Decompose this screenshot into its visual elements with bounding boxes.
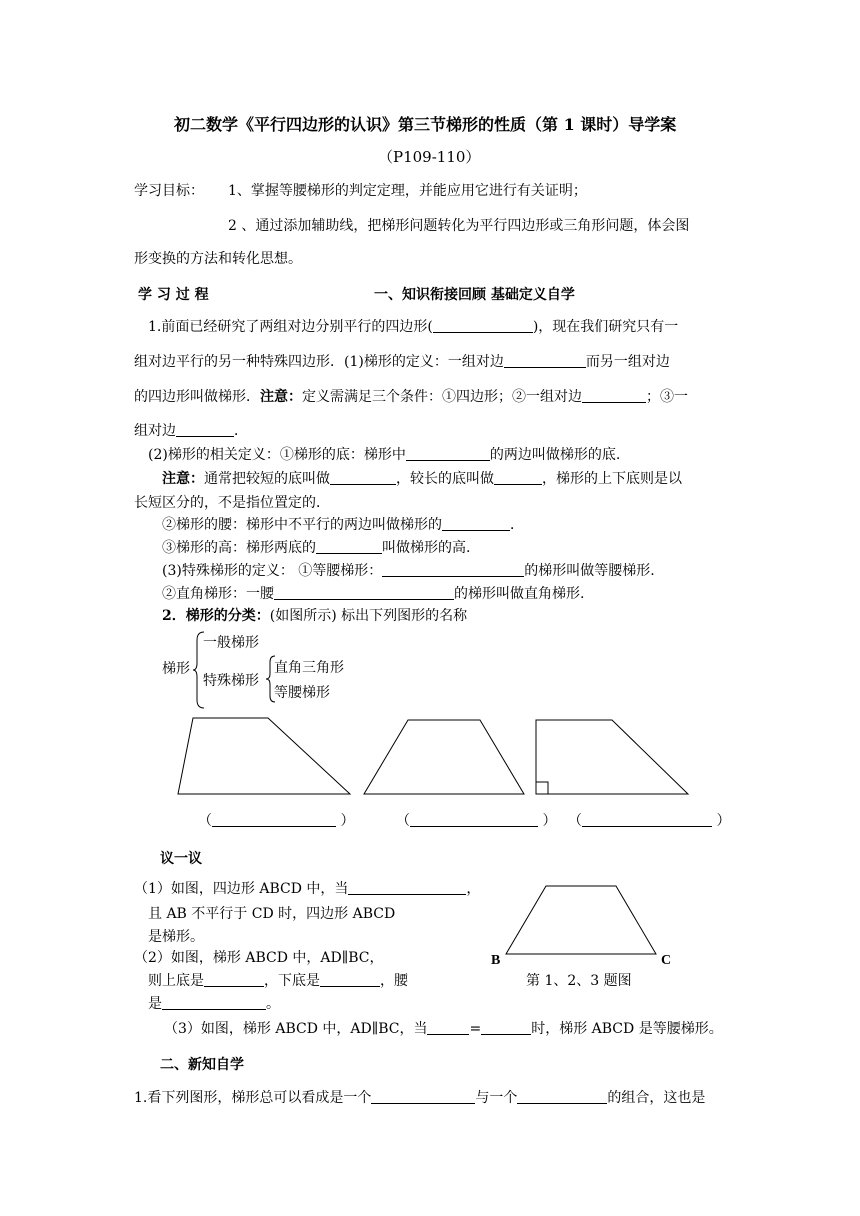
discuss-1c: 且 AB 不平行于 CD 时，四边形 ABCD: [148, 906, 396, 922]
discuss-1a: （1）如图，四边形 ABCD 中，当 ，: [134, 881, 481, 897]
blank[interactable]: [176, 422, 234, 437]
blank[interactable]: [274, 585, 454, 600]
discuss-heading: 议一议: [160, 851, 202, 867]
discuss-2e: 是 。: [148, 996, 280, 1012]
discuss-1d: 是梯形。: [148, 929, 204, 945]
blank[interactable]: [371, 1089, 475, 1104]
blank[interactable]: [382, 562, 524, 577]
vertex-b-label: B: [491, 953, 501, 968]
blank[interactable]: [204, 972, 264, 987]
classification-heading: 2．梯形的分类：(如图所示) 标出下列图形的名称: [162, 608, 468, 624]
page-title: 初二数学《平行四边形的认识》第三节梯形的性质（第 1 课时）导学案: [174, 115, 677, 134]
blank[interactable]: [316, 539, 382, 554]
q2-line5: ③梯形的高：梯形两底的 叫做梯形的高.: [162, 540, 471, 556]
vertex-c-label: C: [661, 953, 672, 968]
answer-slot-1: （ ）: [198, 813, 355, 829]
tree-root: 梯形: [162, 661, 190, 677]
q1-line3: 的四边形叫做梯形．注意：定义需满足三个条件：①四边形；②一组对边 ；③一: [134, 389, 688, 405]
isosceles-trapezoid-figure: [360, 718, 530, 798]
discuss-2b: 则上底是 ，下底是 ，腰: [148, 973, 408, 989]
q2-line2: 注意：通常把较短的底叫做 ，较长的底叫做 ，梯形的上下底则是以: [162, 471, 682, 487]
blank[interactable]: [212, 812, 336, 827]
tree-general: 一般梯形: [203, 635, 259, 651]
discuss-2a: （2）如图，梯形 ABCD 中，AD∥BC，: [134, 950, 384, 966]
section2-heading: 二、新知自学: [160, 1057, 244, 1073]
page-range: （P109-110）: [378, 148, 481, 166]
blank[interactable]: [162, 995, 266, 1010]
q2-line7: ②直角梯形：一腰 的梯形叫做直角梯形.: [162, 586, 585, 602]
q1-line2: 组对边平行的另一种特殊四边形．(1)梯形的定义：一组对边 而另一组对边: [134, 354, 670, 370]
tree-special: 特殊梯形: [203, 673, 259, 689]
q2-line1: (2)梯形的相关定义：①梯形的底：梯形中 的两边叫做梯形的底.: [148, 447, 621, 463]
q1-line4: 组对边 ．: [134, 423, 248, 439]
answer-slot-3: （ ）: [568, 813, 731, 829]
discuss-3: （3）如图，梯形 ABCD 中，AD∥BC，当 = 时，梯形 ABCD 是等腰梯形。: [164, 1021, 723, 1037]
q2-line6: (3)特殊梯形的定义： ①等腰梯形： 的梯形叫做等腰梯形.: [162, 563, 655, 579]
blank[interactable]: [494, 470, 542, 485]
blank[interactable]: [504, 353, 586, 368]
blank[interactable]: [348, 880, 466, 895]
section1-heading: 一、知识衔接回顾 基础定义自学: [374, 287, 575, 303]
blank[interactable]: [410, 812, 538, 827]
q2-line3: 长短区分的，不是指位置定的．: [134, 495, 330, 511]
objective-1: 1、掌握等腰梯形的判定定理，并能应用它进行有关证明；: [228, 183, 587, 199]
process-label: 学 习 过 程: [138, 287, 209, 303]
objective-2a: 2 、通过添加辅助线，把梯形问题转化为平行四边形或三角形问题，体会图: [228, 218, 690, 234]
section2-line1: 1.看下列图形，梯形总可以看成是一个 与一个 的组合，这也是: [134, 1090, 706, 1106]
blank[interactable]: [427, 1020, 469, 1035]
blank[interactable]: [406, 446, 490, 461]
q2-line4: ②梯形的腰：梯形中不平行的两边叫做梯形的 ．: [162, 517, 524, 533]
q1-line1: 1.前面已经研究了两组对边分别平行的四边形( )，现在我们研究只有一: [148, 319, 679, 335]
blank[interactable]: [433, 318, 533, 333]
objective-2b: 形变换的方法和转化思想。: [134, 251, 302, 267]
blank[interactable]: [320, 972, 380, 987]
objectives-label: 学习目标：: [134, 183, 204, 199]
discuss-trapezoid-figure: [504, 884, 660, 956]
tree-right: 直角三角形: [274, 660, 344, 676]
blank[interactable]: [582, 812, 712, 827]
figure-caption: 第 1、2、3 题图: [526, 973, 632, 989]
right-trapezoid-figure: [534, 718, 694, 798]
tree-isosceles: 等腰梯形: [274, 685, 330, 701]
blank[interactable]: [442, 516, 510, 531]
answer-slot-2: （ ）: [396, 813, 557, 829]
blank[interactable]: [517, 1089, 607, 1104]
blank[interactable]: [481, 1020, 531, 1035]
blank[interactable]: [582, 388, 646, 403]
general-trapezoid-figure: [176, 716, 356, 798]
blank[interactable]: [330, 470, 396, 485]
